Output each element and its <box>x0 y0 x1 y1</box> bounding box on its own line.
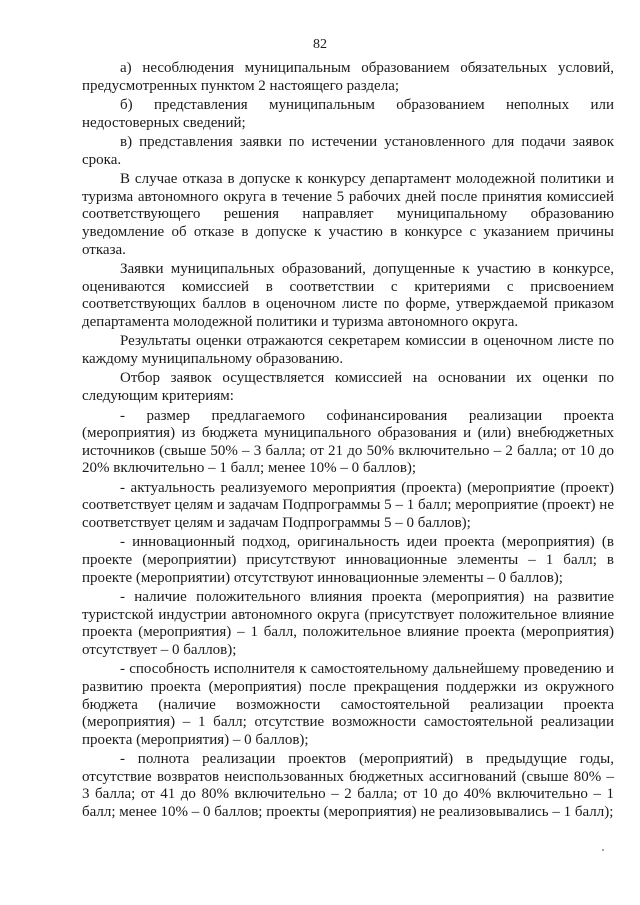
paragraph-results: Результаты оценки отражаются секретарем комиссии в оценочном листе по каждому муниципальному образованию. <box>82 333 614 367</box>
document-body <box>82 60 614 824</box>
criterion-completeness: - полнота реализации проектов (мероприятий) в предыдущие годы, отсутствие возвратов неиспользованных бюджетных ассигнований (свыше 80% – 3 балла; от 41 до 80% включительно – 2 балла; от 10 до 40% включительно – 1 балл; менее 10% – 0 баллов; проекты (мероприятия) не реализовывались – 1 балл); <box>82 751 614 821</box>
paragraph-reason-b: б) представления муниципальным образованием неполных или недостоверных сведений; <box>82 97 614 131</box>
scan-speck <box>602 849 604 851</box>
paragraph-reason-a: а) несоблюдения муниципальным образованием обязательных условий, предусмотренных пунктом 2 настоящего раздела; <box>82 60 614 94</box>
criterion-cofinancing: - размер предлагаемого софинансирования реализации проекта (мероприятия) из бюджета муниципального образования и (или) внебюджетных источников (свыше 50% – 3 балла; от 21 до 50% включительно – 2 балла; от 10 до 20% включительно – 1 балл; менее 10% – 0 баллов); <box>82 407 614 477</box>
paragraph-refusal-notice: В случае отказа в допуске к конкурсу департамент молодежной политики и туризма автономного округа в течение 5 рабочих дней после принятия комиссией соответствующего решения направляет муниципальному образованию уведомление об отказе в допуске к участию в конкурсе с указанием причины отказа. <box>82 171 614 258</box>
criterion-relevance: - актуальность реализуемого мероприятия (проекта) (мероприятие (проект) соответствует целям и задачам Подпрограммы 5 – 1 балл; мероприятие (проект) не соответствует целям и задачам Подпрограммы 5 – 0 баллов); <box>82 479 614 531</box>
criterion-sustainability: - способность исполнителя к самостоятельному дальнейшему проведению и развитию проекта (мероприятия) после прекращения поддержки из окружного бюджета (наличие возможности самостоятельной реализации проекта (мероприятия) – 1 балл; отсутствие возможности самостоятельной реализации проекта (мероприятия) – 0 баллов); <box>82 661 614 748</box>
criterion-innovation: - инновационный подход, оригинальность идеи проекта (мероприятия) (в проекте (мероприятии) присутствуют инновационные элементы – 1 балл; в проекте (мероприятии) отсутствуют инновационные элементы – 0 баллов); <box>82 534 614 586</box>
page-number: 82 <box>313 37 327 52</box>
paragraph-evaluation: Заявки муниципальных образований, допущенные к участию в конкурсе, оцениваются комиссией в соответствии с критериями с присвоением соответствующих баллов в оценочном листе по форме, утверждаемой приказом департамента молодежной политики и туризма автономного округа. <box>82 261 614 330</box>
criterion-tourism-impact: - наличие положительного влияния проекта (мероприятия) на развитие туристской индустрии автономного округа (присутствует положительное влияние проекта (мероприятия) – 1 балл, положительное влияние проекта (мероприятия) отсутствует – 0 баллов); <box>82 589 614 658</box>
paragraph-criteria-intro: Отбор заявок осуществляется комиссией на основании их оценки по следующим критериям: <box>82 370 614 405</box>
paragraph-reason-c: в) представления заявки по истечении установленного для подачи заявок срока. <box>82 134 614 168</box>
